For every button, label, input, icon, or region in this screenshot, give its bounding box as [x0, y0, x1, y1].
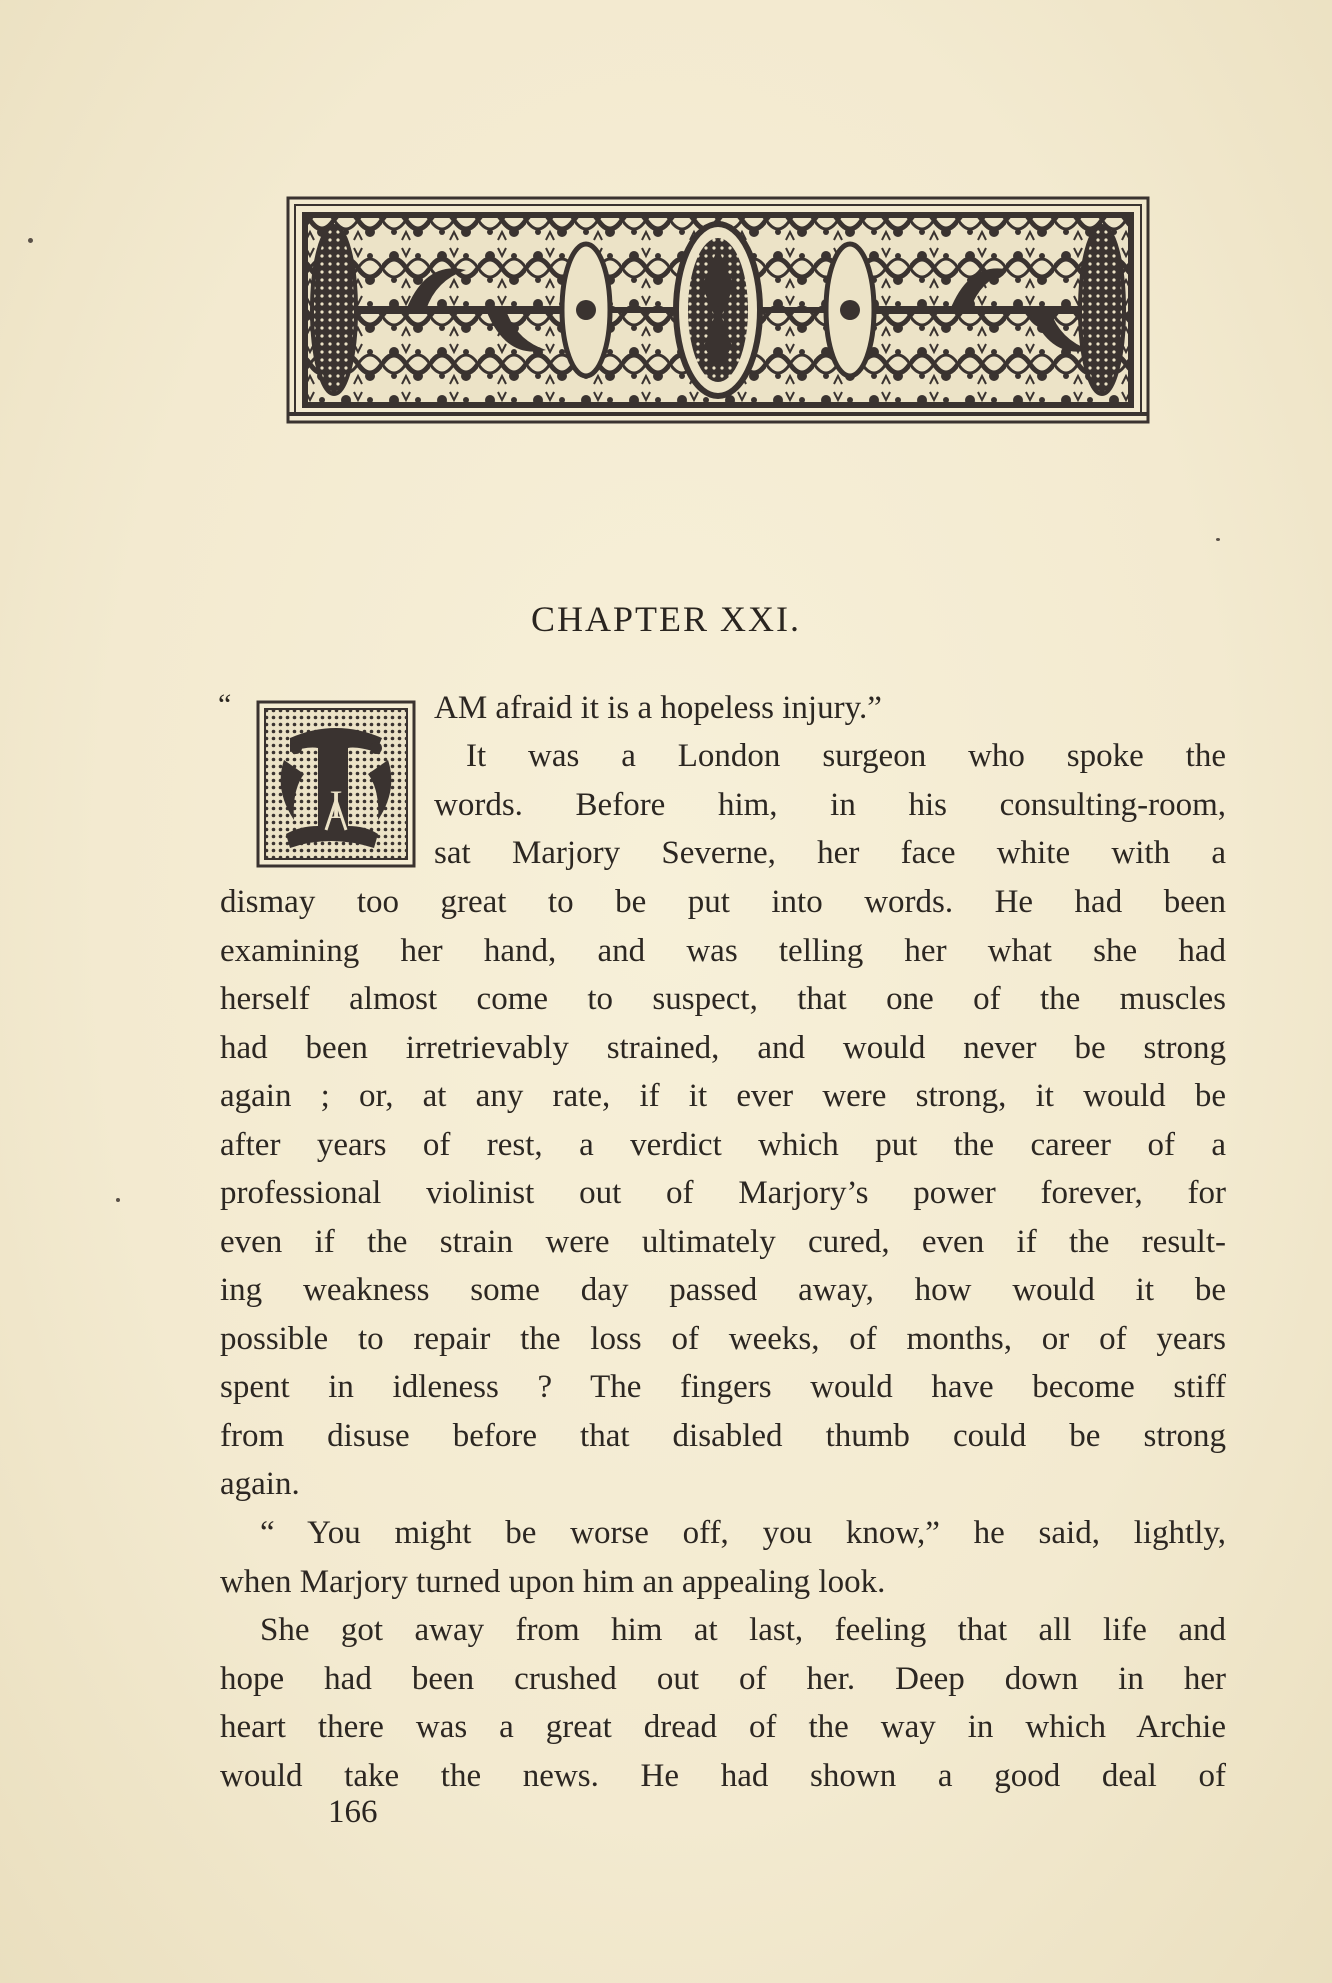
paper-speck: [116, 1198, 120, 1202]
text-line: ing weakness some day passed away, how would it be: [220, 1272, 1226, 1308]
text-line: had been irretrievably strained, and would never be strong: [220, 1029, 1226, 1066]
text-line: sat Marjory Severne, her face white with a: [434, 835, 1226, 871]
text-line: words. Before him, in his consulting-room,: [434, 786, 1226, 823]
page-number: 166: [328, 1794, 378, 1830]
chapter-title: CHAPTER XXI.: [530, 599, 801, 639]
text-line: She got away from him at last, feeling that all life and: [260, 1612, 1226, 1648]
text-line: hope had been crushed out of her. Deep down in her: [220, 1660, 1226, 1697]
text-line: professional violinist out of Marjory’s power forever, for: [220, 1175, 1226, 1211]
text-line: again.: [220, 1466, 300, 1502]
text-line: examining her hand, and was telling her what she had: [220, 932, 1226, 969]
paper-speck: [28, 238, 33, 243]
paragraph-1: [220, 878, 1226, 1509]
text-line: It was a London surgeon who spoke the: [466, 738, 1226, 774]
text-line: heart there was a great dread of the way in which Archie: [220, 1709, 1226, 1745]
dropcap-letter: I: [329, 782, 343, 827]
text-line: AM afraid it is a hopeless injury.”: [434, 690, 882, 726]
text-line: would take the news. He had shown a good deal of: [220, 1757, 1226, 1794]
paragraph-3: [220, 1606, 1226, 1800]
paper-speck: [1216, 538, 1220, 541]
ornamental-headpiece: [286, 196, 1150, 424]
text-line: after years of rest, a verdict which put the career of a: [220, 1126, 1226, 1163]
text-line: herself almost come to suspect, that one of the muscles: [220, 981, 1226, 1017]
text-line: dismay too great to be put into words. He had been: [220, 884, 1226, 920]
text-line: from disuse before that disabled thumb could be strong: [220, 1417, 1226, 1454]
text-line: spent in idleness ? The fingers would have become stiff: [220, 1369, 1226, 1405]
paragraph-2: [220, 1509, 1226, 1606]
text-line: possible to repair the loss of weeks, of months, or of years: [220, 1320, 1226, 1357]
dropcap-initial: [256, 700, 416, 868]
text-line: even if the strain were ultimately cured, even if the result-: [220, 1223, 1226, 1260]
text-line: “ You might be worse off, you know,” he said, lightly,: [260, 1515, 1226, 1551]
opening-quote-mark: “: [218, 688, 232, 721]
text-line: when Marjory turned upon him an appealing look.: [220, 1563, 886, 1600]
lead-paragraph-wrapped: [434, 732, 1226, 878]
text-line: again ; or, at any rate, if it ever were strong, it would be: [220, 1078, 1226, 1114]
